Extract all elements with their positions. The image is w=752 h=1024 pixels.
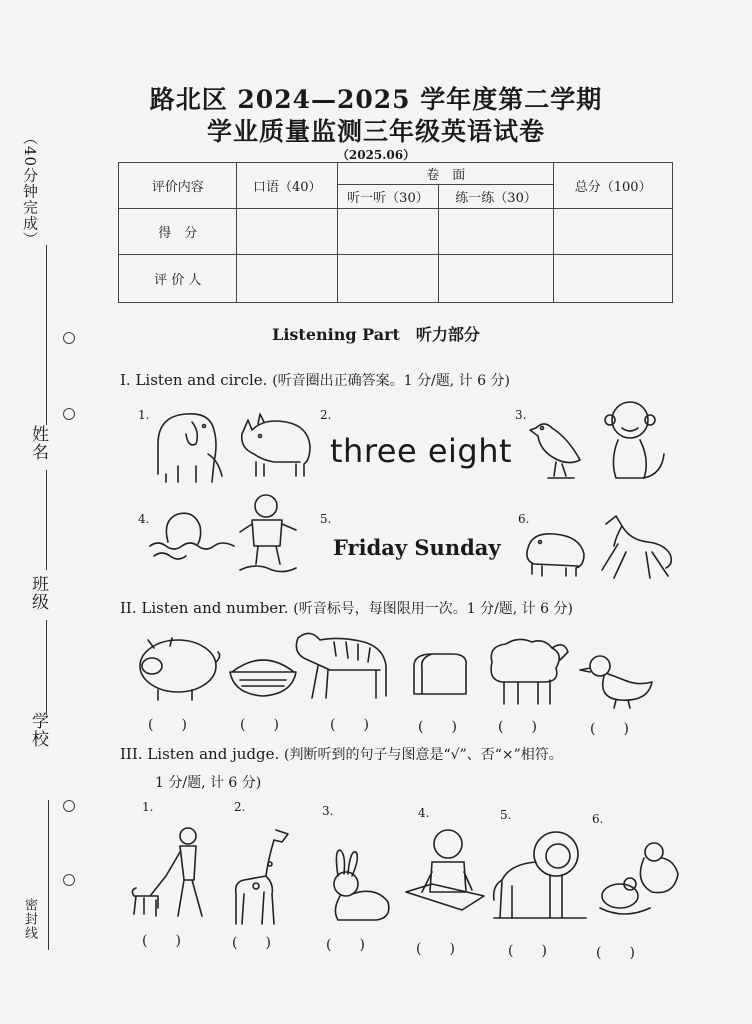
col-paper: 卷 面 [338, 163, 554, 185]
score-cell[interactable] [438, 209, 554, 255]
title-line-2: 学业质量监测三年级英语试卷 [206, 117, 545, 146]
giraffe-image[interactable] [230, 824, 292, 928]
score-cell[interactable] [237, 209, 338, 255]
score-cell[interactable] [554, 209, 673, 255]
hippo-image[interactable] [522, 526, 588, 578]
seal-line-label: 密封线 [22, 898, 37, 940]
grader-cell[interactable] [237, 255, 338, 303]
answer-paren[interactable]: ( ) [418, 719, 457, 735]
answer-paren[interactable]: ( ) [508, 943, 547, 959]
answer-paren[interactable]: ( ) [142, 933, 181, 949]
part1-instruction-cn: (听音圈出正确答案。1 分/题, 计 6 分) [272, 373, 510, 389]
answer-paren[interactable]: ( ) [596, 945, 635, 961]
monkey-image[interactable] [600, 394, 672, 486]
part2-instruction [120, 598, 573, 618]
row-label-content: 评价内容 [119, 163, 237, 209]
running-child-image[interactable] [236, 490, 302, 576]
exam-date: （2025.06） [336, 148, 416, 162]
name-line [46, 345, 47, 425]
rhino-image[interactable] [234, 404, 316, 480]
col-total: 总分（100） [554, 163, 673, 209]
bird-image[interactable] [528, 414, 590, 484]
item-number: 2. [320, 408, 332, 422]
part2-instruction-en: II. Listen and number. [120, 599, 289, 617]
binding-hole [63, 800, 75, 812]
hen-chicks-image[interactable] [594, 838, 686, 920]
answer-paren[interactable]: ( ) [240, 717, 279, 733]
boy-writing-image[interactable] [402, 822, 488, 914]
item-number: 1. [142, 800, 154, 814]
lion-image[interactable] [490, 826, 590, 922]
item-number: 5. [500, 808, 512, 822]
part1-instruction-en: I. Listen and circle. [120, 371, 268, 389]
part3-instruction [120, 744, 563, 764]
col-practice: 练一练（30） [438, 185, 554, 209]
time-note: （40分钟完成） [21, 130, 39, 248]
item-number: 4. [138, 512, 150, 526]
class-line [46, 470, 47, 570]
school-label: 学校 [28, 712, 48, 748]
grader-cell[interactable] [438, 255, 554, 303]
item-number: 3. [515, 408, 527, 422]
answer-paren[interactable]: ( ) [498, 719, 537, 735]
item-number: 6. [592, 812, 604, 826]
rice-bowl-image[interactable] [228, 650, 298, 700]
listening-part-title: Listening Part 听力部分 [272, 325, 480, 344]
answer-paren[interactable]: ( ) [232, 935, 271, 951]
part1-instruction [120, 370, 510, 390]
answer-paren[interactable]: ( ) [590, 721, 629, 737]
item-number: 2. [234, 800, 246, 814]
row-label-grader: 评 价 人 [119, 255, 237, 303]
swimming-image[interactable] [148, 506, 238, 564]
seal-line [48, 800, 49, 950]
name-label: 姓名 [28, 425, 48, 461]
score-cell[interactable] [338, 209, 439, 255]
school-line [46, 620, 47, 715]
answer-paren[interactable]: ( ) [148, 717, 187, 733]
sheep-image[interactable] [484, 632, 570, 708]
elephant-image[interactable] [148, 404, 230, 486]
score-table [118, 162, 673, 303]
answer-paren[interactable]: ( ) [326, 937, 365, 953]
part3-instruction-cn: (判断听到的句子与图意是“√”、否“×”相符。 [284, 747, 563, 763]
class-label: 班级 [28, 575, 48, 611]
pig-image[interactable] [128, 632, 224, 702]
duck-image[interactable] [578, 652, 658, 710]
walking-dog-image[interactable] [128, 824, 214, 924]
grader-cell[interactable] [338, 255, 439, 303]
part2-instruction-cn: (听音标号，每图限用一次。1 分/题, 计 6 分) [293, 601, 573, 617]
tiger-image[interactable] [290, 626, 394, 706]
choice-words-numbers[interactable]: three eight [330, 432, 513, 470]
item-number: 5. [320, 512, 332, 526]
bread-image[interactable] [408, 648, 472, 700]
binding-hole [63, 408, 75, 420]
title-line-1: 路北区 2024—2025 学年度第二学期 [149, 85, 603, 114]
item-number: 3. [322, 804, 334, 818]
choice-words-days[interactable]: Friday Sunday [333, 535, 501, 560]
answer-paren[interactable]: ( ) [416, 941, 455, 957]
answer-paren[interactable]: ( ) [330, 717, 369, 733]
item-number: 1. [138, 408, 150, 422]
row-label-score: 得 分 [119, 209, 237, 255]
horse-image[interactable] [596, 512, 676, 582]
part3-instruction-en: III. Listen and judge. [120, 745, 280, 763]
grader-cell[interactable] [554, 255, 673, 303]
col-listen: 听一听（30） [338, 185, 439, 209]
part3-instruction-cn2: 1 分/题, 计 6 分) [155, 775, 262, 791]
item-number: 6. [518, 512, 530, 526]
binding-hole [63, 874, 75, 886]
rabbit-image[interactable] [322, 846, 394, 924]
item-number: 4. [418, 806, 430, 820]
col-oral: 口语（40） [237, 163, 338, 209]
